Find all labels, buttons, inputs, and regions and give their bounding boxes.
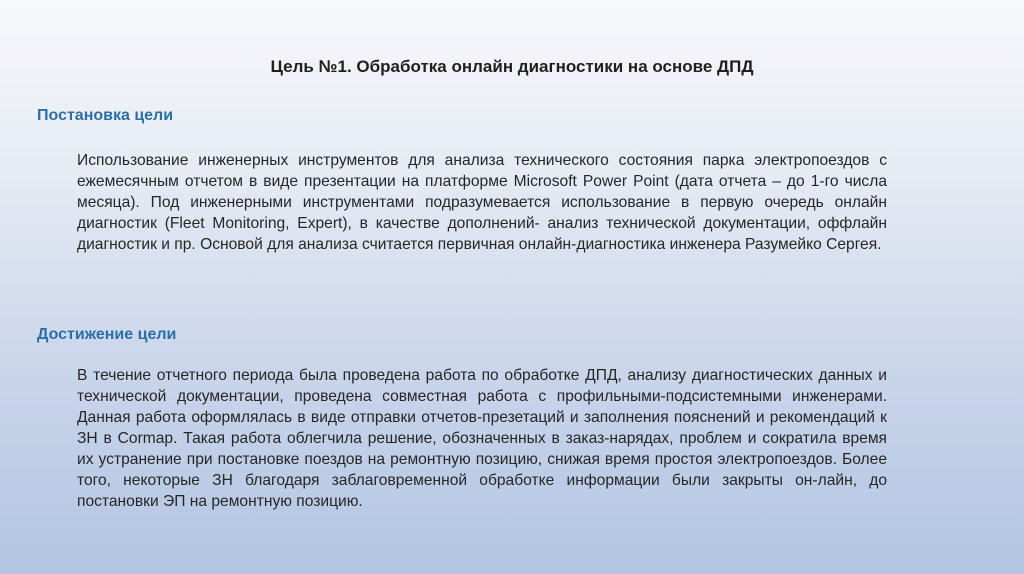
section-heading-goal-setting: Постановка цели — [37, 107, 174, 124]
section-body-goal-achievement: В течение отчетного периода была проведена работа по обработке ДПД, анализу диагностических данных и технической документации, проведена совместная работа с профильными-подсистемными инженерами. Данная работа оформлялась в виде отправки отчетов-презетаций и заполнения пояснений и рекомендаций к ЗН в Cormap. Такая работа облегчила решение, обозначенных в заказ-нарядах, проблем и сократила время их устранение при постановке поездов на ремонтную позицию, снижая время простоя электропоездов. Более того, некоторые ЗН благодаря заблаговременной обработке информации были закрыты он-лайн, до постановки ЭП на ремонтную позицию. — [77, 367, 887, 510]
section-heading-goal-achievement: Достижение цели — [37, 326, 177, 343]
slide-title: Цель №1. Обработка онлайн диагностики на основе ДПД — [270, 57, 754, 76]
section-body-goal-setting: Использование инженерных инструментов для анализа технического состояния парка электропоездов с ежемесячным отчетом в виде презентации на платформе Microsoft Power Point (дата отчета – до 1-го числа месяца). Под инженерными инструментами подразумевается использование в первую очередь онлайн диагностик (Fleet Monitoring, Expert), в качестве дополнений- анализ технической документации, оффлайн диагностик и пр. Основой для анализа считается первичная онлайн-диагностика инженера Разумейко Сергея. — [77, 152, 887, 253]
